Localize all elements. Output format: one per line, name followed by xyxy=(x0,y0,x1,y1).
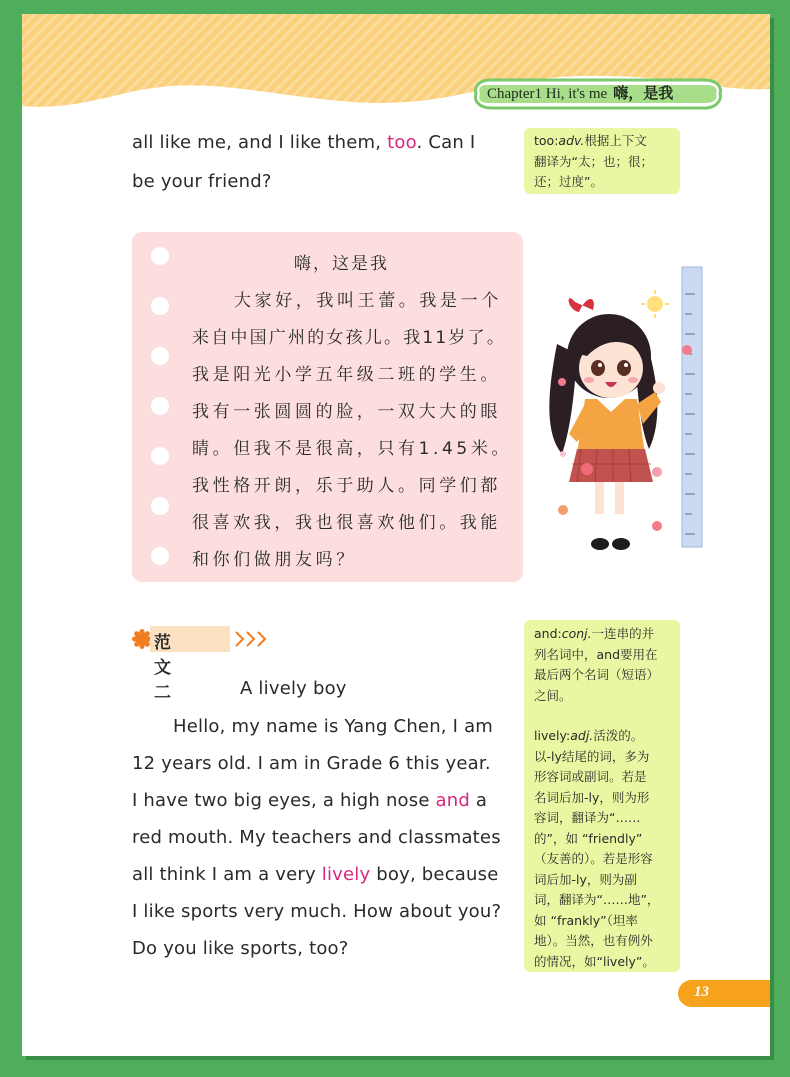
height-ruler xyxy=(682,267,702,547)
note-lively-line: 的”，如 “friendly” xyxy=(534,830,643,846)
essay-line-5 xyxy=(132,864,499,885)
note-and-line-1 xyxy=(534,624,670,645)
binder-hole xyxy=(151,297,169,315)
note-too-line-2: 翻译为“太；也；很； xyxy=(534,153,653,169)
note-and-def: 一连串的并 xyxy=(591,626,655,641)
essay-line-3-text: I have two big eyes, a high nose xyxy=(132,790,436,811)
note-lively-line: 如 “frankly”（坦率 xyxy=(534,912,638,928)
translation-line: 大家好，我叫王蕾。我是一个 xyxy=(234,291,502,311)
note-lively-line: 名词后加-ly，则为形 xyxy=(534,789,650,805)
note-too-pos: adv. xyxy=(558,133,585,148)
binder-hole xyxy=(151,447,169,465)
page-number: 13 xyxy=(694,984,709,1000)
note-too-term: too: xyxy=(534,133,559,148)
highlight-lively: lively xyxy=(321,864,371,885)
binder-hole xyxy=(151,397,169,415)
translation-line: 我性格开朗，乐于助人。同学们都 xyxy=(192,476,501,496)
translation-line: 睛。但我不是很高，只有1.45米。 xyxy=(192,439,513,459)
essay-line-2: 12 years old. I am in Grade 6 this year. xyxy=(132,753,491,774)
flower-badge-icon xyxy=(132,629,152,649)
translation-line: 我有一张圆圆的脸，一双大大的眼 xyxy=(192,402,501,422)
highlight-too: too xyxy=(387,132,417,153)
chapter-cn-label: 嗨，是我 xyxy=(613,84,674,102)
note-too-line-1 xyxy=(534,131,670,152)
chevrons-icon xyxy=(234,629,270,649)
note-and-line-4: 之间。 xyxy=(534,687,572,703)
note-and-term: and: xyxy=(534,626,562,641)
translation-line: 很喜欢我，我也很喜欢他们。我能 xyxy=(192,513,501,533)
intro-line-1-end: . Can I xyxy=(416,132,476,153)
note-lively-line: 地）。当然，也有例外 xyxy=(534,933,653,948)
essay-line-5-end: boy, because xyxy=(370,864,499,885)
essay-line-4: red mouth. My teachers and classmates xyxy=(132,827,501,848)
flower-icon xyxy=(581,463,593,475)
binder-hole xyxy=(151,547,169,565)
translation-title: 嗨，这是我 xyxy=(294,254,389,274)
note-lively-line: 以-ly结尾的词，多为 xyxy=(534,748,650,764)
flower-icon xyxy=(682,345,692,355)
note-and-line-3: 最后两个名词（短语） xyxy=(534,667,660,682)
chapter-title xyxy=(487,82,673,103)
note-lively-def: 活泼的。 xyxy=(593,728,644,743)
note-lively-line: （友善的）。若是形容 xyxy=(534,851,653,866)
note-lively-line: 词，翻译为“……地”， xyxy=(534,892,660,907)
note-too xyxy=(524,128,680,194)
highlight-and: and xyxy=(435,790,471,811)
girl-illustration xyxy=(527,264,707,564)
note-and-line-2: 列名词中，and要用在 xyxy=(534,646,658,662)
flower-icon xyxy=(558,378,566,386)
note-lively-line: 容词，翻译为“…… xyxy=(534,810,641,825)
essay-title: A lively boy xyxy=(240,678,347,699)
essay-line-3-end: a xyxy=(470,790,488,811)
translation-line: 来自中国广州的女孩儿。我11岁了。 xyxy=(192,328,507,348)
note-lively-line-1 xyxy=(534,726,670,747)
note-and-pos: conj. xyxy=(561,626,592,641)
book-page xyxy=(22,14,770,1056)
essay-line-5-text: all think I am a very xyxy=(132,864,322,885)
note-lively-pos: adj. xyxy=(570,728,594,743)
flower-icon xyxy=(652,467,662,477)
note-lively-line: 形容词或副词。若是 xyxy=(534,769,647,784)
page-number-tab xyxy=(678,980,770,1007)
note-lively-term: lively: xyxy=(534,728,571,743)
binder-hole xyxy=(151,347,169,365)
essay-line-3 xyxy=(132,790,487,811)
note-lively-line: 的情况，如“lively”。 xyxy=(534,953,655,969)
note-too-line-3: 还；过度”。 xyxy=(534,174,603,189)
note-lively-line: 词后加-ly，则为副 xyxy=(534,871,637,887)
essay-line-6: I like sports very much. How about you? xyxy=(132,901,502,922)
translation-line: 和你们做朋友吗？ xyxy=(192,550,357,570)
intro-line-1 xyxy=(132,132,475,153)
binder-hole xyxy=(151,497,169,515)
chapter-label: Chapter1 Hi, it's me xyxy=(487,86,608,102)
translation-line: 我是阳光小学五年级二班的学生。 xyxy=(192,365,501,385)
intro-line-1-text: all like me, and I like them, xyxy=(132,132,388,153)
section-label: 范文二 xyxy=(154,633,174,703)
sun-icon xyxy=(647,296,663,312)
note-spacer xyxy=(534,706,670,726)
flower-icon xyxy=(652,521,662,531)
bow-icon xyxy=(569,298,594,312)
flower-icon xyxy=(558,505,568,515)
essay-line-7: Do you like sports, too? xyxy=(132,938,349,959)
essay-line-1: Hello, my name is Yang Chen, I am xyxy=(173,716,494,737)
note-too-def: 根据上下文 xyxy=(584,133,647,148)
intro-line-2: be your friend? xyxy=(132,171,272,192)
note-and-lively xyxy=(524,620,680,972)
binder-hole xyxy=(151,247,169,265)
